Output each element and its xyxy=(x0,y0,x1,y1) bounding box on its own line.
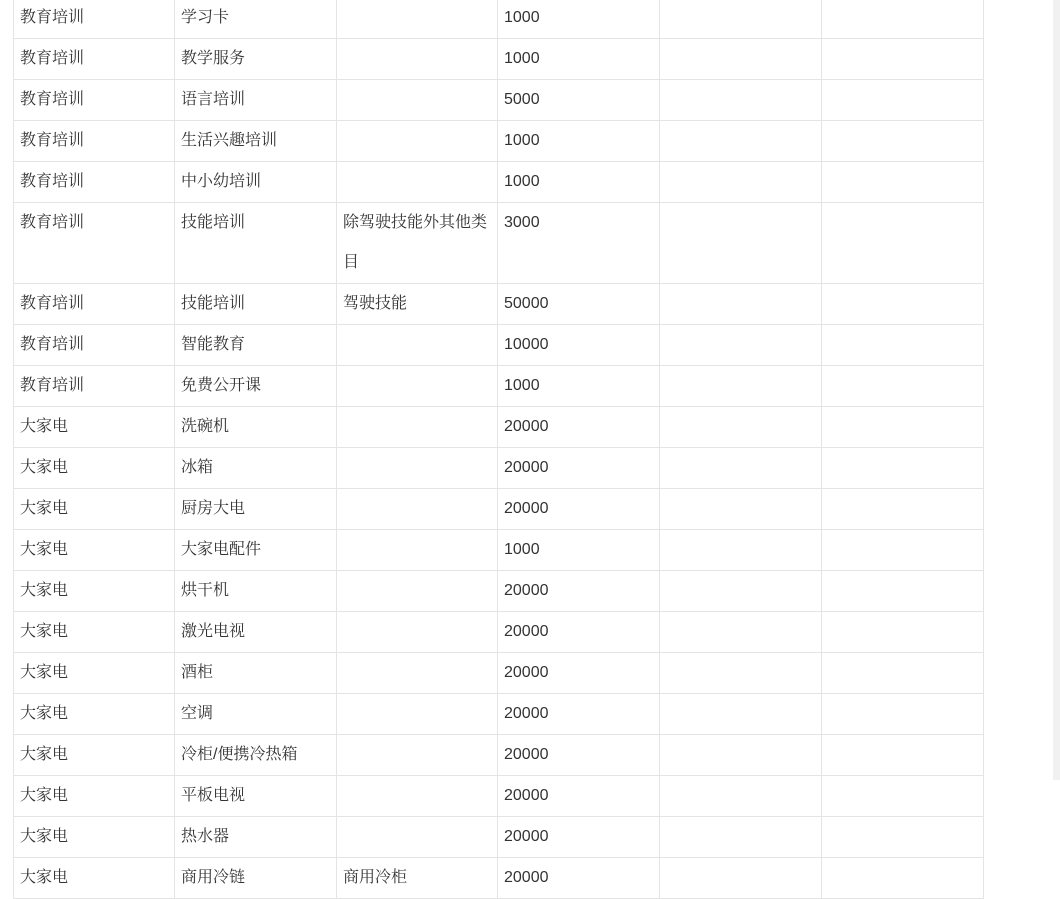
empty-cell xyxy=(822,653,984,694)
category-cell: 教育培训 xyxy=(14,284,175,325)
amount-cell: 5000 xyxy=(498,80,660,121)
subcategory-cell: 技能培训 xyxy=(175,284,337,325)
empty-cell xyxy=(660,858,822,899)
category-deposit-table xyxy=(13,0,984,899)
category-cell: 教育培训 xyxy=(14,39,175,80)
category-cell: 大家电 xyxy=(14,612,175,653)
subcategory-cell: 免费公开课 xyxy=(175,366,337,407)
subcategory-cell: 酒柜 xyxy=(175,653,337,694)
empty-cell xyxy=(660,39,822,80)
category-cell: 大家电 xyxy=(14,858,175,899)
empty-cell xyxy=(660,571,822,612)
amount-cell: 20000 xyxy=(498,407,660,448)
category-cell: 教育培训 xyxy=(14,0,175,39)
table-row xyxy=(14,39,984,80)
category-cell: 大家电 xyxy=(14,653,175,694)
category-cell: 大家电 xyxy=(14,571,175,612)
category-cell: 大家电 xyxy=(14,407,175,448)
subcategory-cell: 商用冷链 xyxy=(175,858,337,899)
category-cell: 大家电 xyxy=(14,694,175,735)
category-cell: 大家电 xyxy=(14,776,175,817)
detail-cell: 除驾驶技能外其他类目 xyxy=(337,203,498,284)
table-row xyxy=(14,858,984,899)
category-cell: 大家电 xyxy=(14,817,175,858)
table-row xyxy=(14,530,984,571)
empty-cell xyxy=(822,325,984,366)
table-row xyxy=(14,448,984,489)
empty-cell xyxy=(822,612,984,653)
table-row xyxy=(14,284,984,325)
empty-cell xyxy=(660,366,822,407)
empty-cell xyxy=(822,448,984,489)
amount-cell: 20000 xyxy=(498,694,660,735)
empty-cell xyxy=(660,530,822,571)
empty-cell xyxy=(660,284,822,325)
empty-cell xyxy=(822,39,984,80)
table-row xyxy=(14,121,984,162)
amount-cell: 20000 xyxy=(498,448,660,489)
category-cell: 大家电 xyxy=(14,448,175,489)
detail-cell xyxy=(337,0,498,39)
empty-cell xyxy=(822,817,984,858)
table-row xyxy=(14,0,984,39)
empty-cell xyxy=(660,121,822,162)
category-cell: 教育培训 xyxy=(14,366,175,407)
subcategory-cell: 智能教育 xyxy=(175,325,337,366)
amount-cell: 20000 xyxy=(498,817,660,858)
table-body xyxy=(14,0,984,899)
empty-cell xyxy=(660,653,822,694)
amount-cell: 1000 xyxy=(498,0,660,39)
empty-cell xyxy=(822,284,984,325)
subcategory-cell: 厨房大电 xyxy=(175,489,337,530)
detail-cell xyxy=(337,407,498,448)
amount-cell: 20000 xyxy=(498,489,660,530)
subcategory-cell: 激光电视 xyxy=(175,612,337,653)
detail-cell: 驾驶技能 xyxy=(337,284,498,325)
empty-cell xyxy=(660,80,822,121)
amount-cell: 20000 xyxy=(498,612,660,653)
empty-cell xyxy=(822,0,984,39)
amount-cell: 20000 xyxy=(498,571,660,612)
detail-cell: 商用冷柜 xyxy=(337,858,498,899)
category-cell: 大家电 xyxy=(14,735,175,776)
detail-cell xyxy=(337,817,498,858)
detail-cell xyxy=(337,325,498,366)
subcategory-cell: 热水器 xyxy=(175,817,337,858)
empty-cell xyxy=(660,407,822,448)
amount-cell: 1000 xyxy=(498,121,660,162)
vertical-scrollbar[interactable] xyxy=(1053,0,1060,780)
empty-cell xyxy=(660,203,822,284)
detail-cell xyxy=(337,489,498,530)
subcategory-cell: 大家电配件 xyxy=(175,530,337,571)
empty-cell xyxy=(660,776,822,817)
subcategory-cell: 冷柜/便携冷热箱 xyxy=(175,735,337,776)
empty-cell xyxy=(822,489,984,530)
table-row xyxy=(14,571,984,612)
amount-cell: 20000 xyxy=(498,735,660,776)
empty-cell xyxy=(660,0,822,39)
table-row xyxy=(14,407,984,448)
category-cell: 大家电 xyxy=(14,489,175,530)
table-row xyxy=(14,162,984,203)
detail-cell xyxy=(337,653,498,694)
category-cell: 教育培训 xyxy=(14,80,175,121)
detail-cell xyxy=(337,612,498,653)
subcategory-cell: 平板电视 xyxy=(175,776,337,817)
category-cell: 教育培训 xyxy=(14,325,175,366)
category-cell: 大家电 xyxy=(14,530,175,571)
subcategory-cell: 冰箱 xyxy=(175,448,337,489)
table-row xyxy=(14,735,984,776)
table-row xyxy=(14,817,984,858)
amount-cell: 1000 xyxy=(498,530,660,571)
empty-cell xyxy=(822,162,984,203)
detail-cell xyxy=(337,162,498,203)
empty-cell xyxy=(822,776,984,817)
detail-cell xyxy=(337,39,498,80)
detail-cell xyxy=(337,121,498,162)
amount-cell: 20000 xyxy=(498,776,660,817)
table-row xyxy=(14,325,984,366)
table-row xyxy=(14,366,984,407)
detail-cell xyxy=(337,80,498,121)
empty-cell xyxy=(822,735,984,776)
subcategory-cell: 学习卡 xyxy=(175,0,337,39)
amount-cell: 3000 xyxy=(498,203,660,284)
amount-cell: 10000 xyxy=(498,325,660,366)
empty-cell xyxy=(822,407,984,448)
detail-cell xyxy=(337,530,498,571)
empty-cell xyxy=(660,489,822,530)
empty-cell xyxy=(660,817,822,858)
table-row xyxy=(14,694,984,735)
category-cell: 教育培训 xyxy=(14,162,175,203)
category-cell: 教育培训 xyxy=(14,121,175,162)
subcategory-cell: 生活兴趣培训 xyxy=(175,121,337,162)
table-row xyxy=(14,203,984,284)
table-row xyxy=(14,489,984,530)
empty-cell xyxy=(822,530,984,571)
subcategory-cell: 洗碗机 xyxy=(175,407,337,448)
empty-cell xyxy=(822,694,984,735)
amount-cell: 1000 xyxy=(498,366,660,407)
table-row xyxy=(14,653,984,694)
empty-cell xyxy=(660,162,822,203)
empty-cell xyxy=(822,858,984,899)
subcategory-cell: 中小幼培训 xyxy=(175,162,337,203)
detail-cell xyxy=(337,366,498,407)
empty-cell xyxy=(822,203,984,284)
category-cell: 教育培训 xyxy=(14,203,175,284)
amount-cell: 1000 xyxy=(498,39,660,80)
table-row xyxy=(14,776,984,817)
detail-cell xyxy=(337,571,498,612)
empty-cell xyxy=(822,571,984,612)
empty-cell xyxy=(822,366,984,407)
amount-cell: 20000 xyxy=(498,653,660,694)
subcategory-cell: 空调 xyxy=(175,694,337,735)
subcategory-cell: 教学服务 xyxy=(175,39,337,80)
detail-cell xyxy=(337,735,498,776)
empty-cell xyxy=(822,121,984,162)
table-row xyxy=(14,80,984,121)
detail-cell xyxy=(337,448,498,489)
amount-cell: 20000 xyxy=(498,858,660,899)
empty-cell xyxy=(660,694,822,735)
amount-cell: 1000 xyxy=(498,162,660,203)
empty-cell xyxy=(660,448,822,489)
amount-cell: 50000 xyxy=(498,284,660,325)
detail-cell xyxy=(337,776,498,817)
subcategory-cell: 技能培训 xyxy=(175,203,337,284)
empty-cell xyxy=(822,80,984,121)
detail-cell xyxy=(337,694,498,735)
empty-cell xyxy=(660,612,822,653)
subcategory-cell: 烘干机 xyxy=(175,571,337,612)
subcategory-cell: 语言培训 xyxy=(175,80,337,121)
empty-cell xyxy=(660,735,822,776)
table-row xyxy=(14,612,984,653)
empty-cell xyxy=(660,325,822,366)
